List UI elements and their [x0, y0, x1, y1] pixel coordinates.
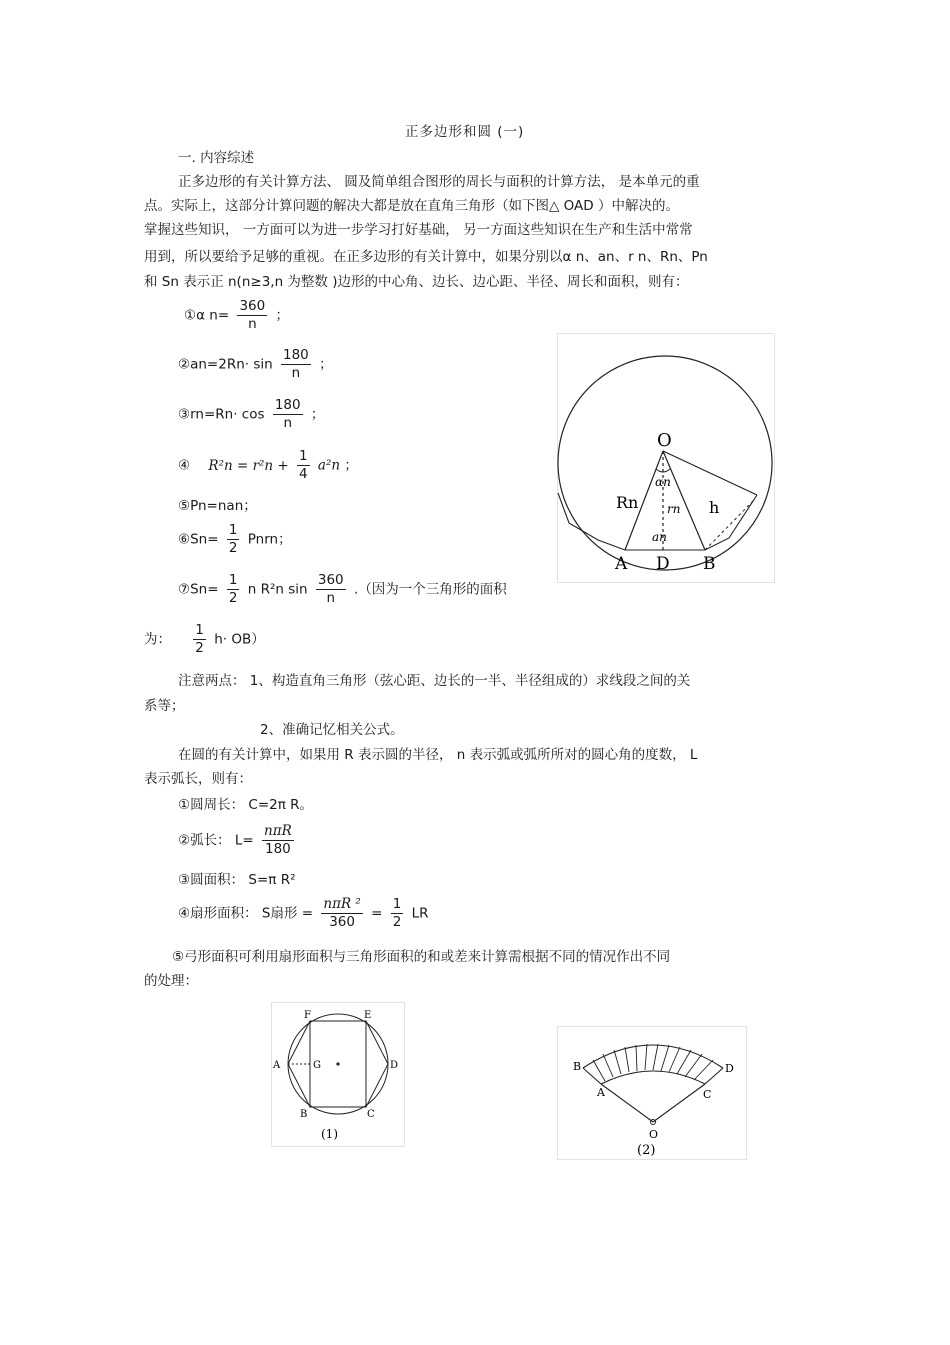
- fig1-label-A: A: [273, 1060, 281, 1071]
- radius-OE: [663, 451, 757, 495]
- formula-7-cont-den: 2: [195, 640, 204, 656]
- figure-1-frame: [272, 1003, 405, 1147]
- intro-line-4: 用到，所以要给予足够的重视。在正多边形的有关计算中，如果分别以α n、an、r n、Rn、Pn: [144, 249, 708, 265]
- formula-area-sine: [178, 572, 507, 607]
- formula-7-den2: n: [326, 590, 336, 606]
- fig1-label-E: E: [364, 1010, 372, 1021]
- hatch-line: [603, 1054, 613, 1077]
- formula-4-expr-a: R²n = r²n +: [208, 457, 289, 474]
- intro-line-2: 点。实际上，这部分计算问题的解决大都是放在直角三角形（如下图△ OAD ）中解决的。: [144, 198, 679, 214]
- section-heading: 一. 内容综述: [178, 150, 255, 166]
- circle-intro-line-2: 表示弧长，则有：: [144, 771, 252, 787]
- fig2-label-O: O: [649, 1128, 659, 1141]
- formula-1-prefix: ①α n=: [184, 307, 230, 324]
- hatch-line: [645, 1044, 647, 1070]
- segment-line-2: 的处理：: [144, 973, 198, 989]
- hatch-line: [677, 1050, 691, 1074]
- label-B: B: [703, 554, 716, 574]
- fig1-label-G: G: [313, 1060, 321, 1071]
- hatch-line: [685, 1054, 702, 1077]
- formula-7-fraction-2: [316, 572, 346, 607]
- fig2-caption: (2): [637, 1143, 656, 1158]
- formula-6-fraction: [227, 522, 240, 557]
- figure-2-edge-BA: [583, 1068, 601, 1084]
- formula-7-fraction-1: [227, 572, 240, 607]
- formula-7-cont-fraction: [193, 622, 206, 657]
- circle-area: ③圆面积： S=π R²: [178, 872, 296, 888]
- fig1-label-F: F: [304, 1010, 311, 1021]
- formula-apothem: [178, 397, 324, 432]
- arc-length-formula: [178, 823, 298, 858]
- note-2: 2、准确记忆相关公式。: [260, 722, 404, 738]
- formula-6-suffix: Pnrn；: [247, 531, 292, 548]
- formula-3-suffix: ；: [310, 406, 325, 423]
- sector-area-num2: 1: [392, 896, 402, 912]
- fig2-label-D: D: [725, 1062, 734, 1075]
- fig2-label-A: A: [597, 1086, 605, 1099]
- sector-area-fraction-1: [321, 896, 362, 931]
- figure-1-svg: [271, 1002, 405, 1147]
- fig1-label-B: B: [300, 1109, 308, 1120]
- main-figure-svg: [557, 333, 775, 583]
- formula-1-fraction: [237, 298, 267, 333]
- formula-4-prefix: ④: [178, 457, 191, 474]
- formula-central-angle: [184, 298, 289, 333]
- intro-line-1: 正多边形的有关计算方法、 圆及简单组合图形的周长与面积的计算方法， 是本单元的重: [178, 174, 700, 190]
- formula-2-suffix: ；: [319, 356, 333, 373]
- arc-length-num: nπR: [264, 823, 292, 839]
- formula-7-num: 1: [228, 572, 238, 588]
- formula-7-num2: 360: [317, 572, 344, 588]
- hatch-line: [614, 1050, 621, 1074]
- formula-1-suffix: ；: [275, 307, 290, 324]
- label-D: D: [656, 554, 670, 574]
- label-O: O: [657, 430, 672, 451]
- sector-area-den: 360: [329, 914, 355, 930]
- hatch-line: [653, 1044, 658, 1070]
- sector-area-eq: =: [371, 905, 383, 922]
- hatch-line: [669, 1047, 680, 1072]
- label-a: an: [652, 530, 667, 544]
- intro-line-5: 和 Sn 表示正 n(n≥3,n 为整数 )边形的中心角、边长、边心距、半径、周长和面积，则有：: [144, 274, 689, 290]
- note-1-cont: 系等；: [144, 698, 185, 714]
- arc-length-prefix: ②弧长： L=: [178, 832, 254, 849]
- formula-4-expr-b: a²n: [317, 457, 341, 474]
- formula-7-mid: n R²n sin: [247, 581, 308, 598]
- fig1-label-C: C: [367, 1109, 375, 1120]
- segment-line-1: ⑤弓形面积可利用扇形面积与三角形面积的和或差来计算需根据不同的情况作出不同: [172, 949, 671, 965]
- sector-area-den2: 2: [392, 914, 402, 930]
- formula-4-den: 4: [299, 466, 308, 482]
- formula-7-suffix: .（因为一个三角形的面积: [353, 581, 507, 598]
- formula-7-cont-num: 1: [195, 622, 204, 638]
- note-1: 注意两点： 1、构造直角三角形（弦心距、边长的一半、半径组成的）求线段之间的关: [178, 673, 691, 689]
- label-Rn: Rn: [616, 493, 639, 512]
- circle-circumference: ①圆周长： C=2π R。: [178, 797, 314, 813]
- formula-2-prefix: ②an=2Rn· sin: [178, 356, 273, 373]
- main-figure: [557, 333, 775, 583]
- arc-length-den: 180: [265, 841, 291, 857]
- page-title: 正多边形和圆 (一): [405, 124, 525, 140]
- formula-4-fraction: [297, 448, 310, 483]
- figure-2-hatching: [593, 1044, 713, 1081]
- formula-3-den: n: [283, 415, 292, 431]
- formula-perimeter: ⑤Pn=nan；: [178, 498, 257, 514]
- formula-7-continuation: [144, 622, 265, 657]
- figure-2-svg: [557, 1026, 747, 1160]
- figure-2-inner-arc: [601, 1071, 705, 1084]
- formula-2-den: n: [291, 365, 301, 381]
- sector-area-formula: [178, 896, 429, 931]
- formula-6-num: 1: [228, 522, 238, 538]
- sector-area-fraction-2: [391, 896, 404, 931]
- fig1-caption: (1): [321, 1127, 338, 1141]
- hatch-line: [625, 1047, 629, 1072]
- formula-7-den: 2: [228, 590, 238, 606]
- sector-area-prefix: ④扇形面积： S扇形 =: [178, 905, 314, 922]
- formula-3-num: 180: [274, 397, 301, 413]
- hatch-line: [636, 1045, 637, 1071]
- formula-pythagoras: [178, 448, 358, 483]
- hatch-line: [694, 1060, 713, 1080]
- figure-1-center: [336, 1062, 339, 1065]
- label-alpha: αn: [655, 475, 671, 489]
- radius-OB: [663, 451, 705, 550]
- formula-7-cont-suffix: h· OB）: [214, 631, 265, 648]
- formula-side-length: [178, 347, 333, 382]
- formula-4-num: 1: [299, 448, 308, 464]
- sector-area-suffix: LR: [411, 905, 429, 922]
- formula-6-den: 2: [228, 540, 238, 556]
- formula-3-fraction: [273, 397, 303, 432]
- label-A: A: [615, 554, 628, 574]
- formula-7-prefix: ⑦Sn=: [178, 581, 219, 598]
- formula-4-suffix: ；: [344, 457, 358, 474]
- intro-line-3: 掌握这些知识， 一方面可以为进一步学习打好基础， 另一方面这些知识在生产和生活中常常: [144, 222, 693, 238]
- formula-area-apothem: [178, 522, 292, 557]
- label-r: rn: [667, 502, 681, 516]
- formula-2-num: 180: [283, 347, 309, 363]
- circle-intro-line-1: 在圆的有关计算中，如果用 R 表示圆的半径， n 表示弧或弧所所对的圆心角的度数， L: [178, 747, 698, 763]
- formula-2-fraction: [281, 347, 311, 382]
- figure-1: [271, 1002, 405, 1147]
- figure-2-radius-OA: [601, 1084, 653, 1122]
- formula-1-den: n: [248, 316, 257, 332]
- fig1-label-D: D: [390, 1060, 399, 1071]
- figure-2-radius-OC: [653, 1084, 705, 1122]
- arc-length-fraction: [262, 823, 294, 858]
- figure-2: [557, 1026, 747, 1160]
- fig2-label-C: C: [703, 1088, 712, 1101]
- fig2-label-B: B: [573, 1060, 582, 1073]
- formula-1-num: 360: [239, 298, 266, 314]
- formula-3-prefix: ③rn=Rn· cos: [178, 406, 265, 423]
- label-h: h: [709, 498, 720, 517]
- figure-2-edge-DC: [705, 1068, 723, 1084]
- hatch-line: [661, 1045, 669, 1071]
- formula-6-prefix: ⑥Sn=: [178, 531, 219, 548]
- formula-7-cont-prefix: 为：: [144, 631, 171, 648]
- sector-area-num: nπR ²: [323, 896, 361, 912]
